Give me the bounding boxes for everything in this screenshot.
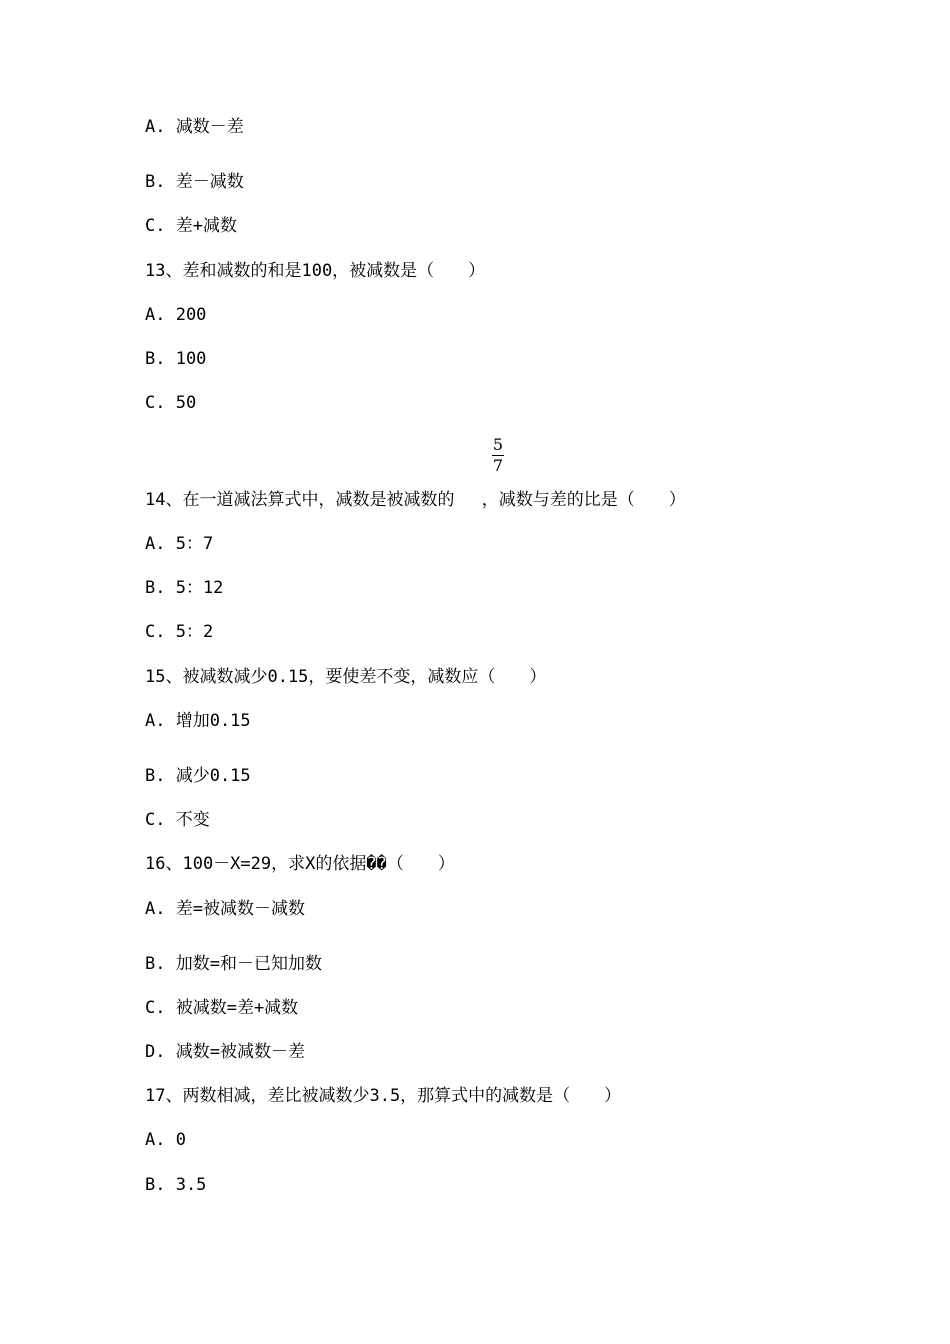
question-16: 16、100－X=29，求X的依据��（ ） [145,854,455,874]
option-c-q13: C. 50 [145,393,197,413]
option-c-q15: C. 不变 [145,810,210,830]
question-13: 13、差和减数的和是100，被减数是（ ） [145,261,486,281]
option-c-q12: C. 差+减数 [145,216,237,236]
option-b-q16: B. 加数=和－已知加数 [145,954,322,974]
option-b-q13: B. 100 [145,349,207,369]
option-b-q14: B. 5：12 [145,578,224,598]
fraction-numerator: 5 [492,435,504,454]
option-b-q15: B. 减少0.15 [145,766,251,786]
question-15: 15、被减数减少0.15，要使差不变，减数应（ ） [145,667,547,687]
option-b-q12: B. 差－减数 [145,172,244,192]
option-a-q14: A. 5：7 [145,534,214,554]
fraction-five-sevenths [488,436,508,475]
option-b-q17: B. 3.5 [145,1175,207,1195]
question-17: 17、两数相减，差比被减数少3.5，那算式中的减数是（ ） [145,1086,622,1106]
option-a-q16: A. 差=被减数－减数 [145,899,305,919]
fraction-denominator: 7 [492,456,504,475]
option-c-q16: C. 被减数=差+减数 [145,998,299,1018]
option-c-q14: C. 5：2 [145,622,214,642]
option-a-q17: A. 0 [145,1130,186,1150]
option-a-q12: A. 减数－差 [145,117,244,137]
option-a-q15: A. 增加0.15 [145,711,251,731]
question-14: 14、在一道减法算式中，减数是被减数的 ，减数与差的比是（ ） [145,490,686,510]
option-a-q13: A. 200 [145,305,207,325]
option-d-q16: D. 减数=被减数－差 [145,1042,305,1062]
